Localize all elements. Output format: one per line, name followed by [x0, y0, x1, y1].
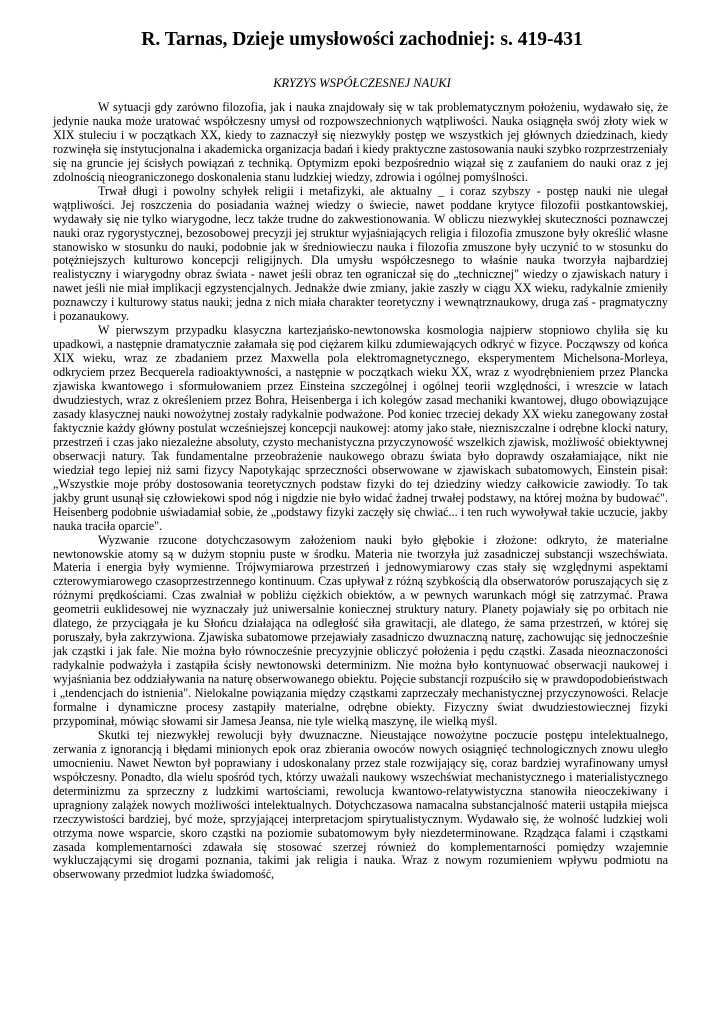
- body-text: [53, 101, 668, 882]
- document-title: R. Tarnas, Dzieje umysłowości zachodniej: s. 419-431: [141, 29, 583, 50]
- paragraph-1: W sytuacji gdy zarówno filozofia, jak i nauka znajdowały się w tak problematycznym położeniu, wydawało się, że jedynie nauka może uratować współczesny umysł od rozpowszechnionych wątpliwości. Nauka osiągnęła swój złoty wiek w XIX stuleciu i w początkach XX, kiedy to zaznaczył się niezwykły postęp we wszystkich jej głównych dziedzinach, kiedy rozwinęła się instytucjonalna i akademicka organizacja badań i kiedy praktyczne zastosowania nauki szybko rozprzestrzeniały się na gruncie jej ścisłych powiązań z techniką. Optymizm epoki bezpośrednio wiązał się z zaufaniem do nauki oraz z jej zdolnością nieograniczonego doskonalenia stanu ludzkiej wiedzy, zdrowia i ogólnej pomyślności.: [53, 100, 668, 184]
- paragraph-3: W pierwszym przypadku klasyczna kartezjańsko-newtonowska kosmologia najpierw stopniowo chyliła się ku upadkowi, a następnie dramatycznie załamała się pod ciężarem kilku zdumiewających odkryć w fizyce. Począwszy od końca XIX wieku, wraz ze zbadaniem przez Maxwella pola elektromagnetycznego, eksperymentem Michelsona-Morleya, odkryciem przez Becquerela radioaktywności, a następnie w początkach wieku XX, wraz z wyodrębnieniem przez Plancka zjawiska kwantowego i sformułowaniem przez Einsteina szczególnej i ogólnej teorii względności, i wreszcie w latach dwudziestych, wraz z określeniem przez Bohra, Heisenberga i ich kolegów zasad mechaniki kwantowej, długo obowiązujące zasady klasycznej nauki nowożytnej zostały radykalnie podważone. Pod koniec trzeciej dekady XX wieku zanegowany został faktycznie każdy główny postulat wcześniejszej koncepcji naukowej: atomy jako stałe, niezniszczalne i odrębne klocki natury, przestrzeń i czas jako niezależne absoluty, czysto mechanistyczna przyczynowość wszelkich zjawisk, możliwość obiektywnej obserwacji natury. Tak fundamentalne przeobrażenie naukowego obrazu świata było doprawdy oszałamiające, nikt nie wiedział tego lepiej niż sami fizycy Napotykając sprzeczności obserwowane w zjawiskach subatomowych, Einstein pisał: „Wszystkie moje próby dostosowania teoretycznych podstaw fizyki do tej dziedziny wiedzy całkowicie zawiodły. To tak jakby grunt usunął się człowiekowi spod nóg i nigdzie nie było widać żadnej trwałej podstawy, na której można by budować". Heisenberg podobnie uświadamiał sobie, że „podstawy fizyki zaczęły się chwiać... i ten ruch wywoływał takie uczucie, jakby nauka traciła oparcie".: [53, 323, 668, 533]
- section-heading: KRYZYS WSPÓŁCZESNEJ NAUKI: [273, 76, 451, 90]
- paragraph-5: Skutki tej niezwykłej rewolucji były dwuznaczne. Nieustające nowożytne poczucie postępu intelektualnego, zerwania z ignorancją i błędami minionych epok oraz zbierania owoców nowych osiągnięć technologicznych znowu uległo umocnieniu. Nawet Newton był poprawiany i udoskonalany przez stale rozwijający się, coraz bardziej wyrafinowany umysł współczesny. Ponadto, dla wielu spośród tych, którzy uważali naukowy wszechświat mechanistycznego i materialistycznego determinizmu za sprzeczny z ludzkimi wartościami, rewolucja kwantowo-relatywistyczna stanowiła nieoczekiwany i upragniony zalążek nowych możliwości intelektualnych. Dotychczasowa namacalna substancjalność materii ustąpiła miejsca rzeczywistości bardziej, być może, sprzyjającej interpretacjom spirytualistycznym. Wydawało się, że wolność ludzkiej woli otrzyma nowe wsparcie, skoro cząstki na poziomie subatomowym były niezdeterminowane. Rządząca falami i cząstkami zasada komplementarności zdawała się stosować szerzej również do komplementarności pomiędzy wzajemnie wykluczającymi się drogami poznania, takimi jak religia i nauka. Wraz z nowym rozumieniem wpływu podmiotu na obserwowany przedmiot ludzka świadomość,: [53, 727, 668, 882]
- paragraph-4: Wyzwanie rzucone dotychczasowym założeniom nauki było głębokie i złożone: odkryto, że materialne newtonowskie atomy są w dużym stopniu puste w środku. Materia nie tworzyła już zasadniczej substancji wszechświata. Materia i energia były wymienne. Trójwymiarowa przestrzeń i jednowymiarowy czas stały się względnymi aspektami czterowymiarowego czasoprzestrzennego kontinuum. Czas upływał z różną szybkością dla obserwatorów poruszających się z różnymi prędkościami. Czas zwalniał w pobliżu ciężkich obiektów, a w pewnych warunkach mógł się zatrzymać. Prawa geometrii euklidesowej nie wyznaczały już uniwersalnie koniecznej struktury natury. Planety pojawiały się po orbitach nie dlatego, że przyciągała je ku Słońcu działająca na odległość siła grawitacji, ale dlatego, że sama przestrzeń, w której się poruszały, była zakrzywiona. Zjawiska subatomowe przejawiały zasadniczo dwuznaczną naturę, zachowując się jednocześnie jak cząstki i jak fale. Nie można było równocześnie precyzyjnie obliczyć położenia i pędu cząstki. Zasada nieoznaczoności radykalnie podważyła i zastąpiła ścisły newtonowski determinizm. Nie można było kontynuować obserwacji naukowej i wyjaśniania bez oddziaływania na naturę obserwowanego obiektu. Pojęcie substancji rozpuściło się w prawdopodobieństwach i „tendencjach do istnienia". Nielokalne powiązania między cząstkami zaprzeczały mechanistycznej przyczynowości. Relacje formalne i dynamiczne procesy zastąpiły materialne, odrębne obiekty. Fizyczny świat dwudziestowiecznej fizyki przypominał, mówiąc słowami sir Jamesa Jeansa, nie tyle wielką maszynę, ile wielką myśl.: [53, 532, 668, 728]
- paragraph-2: Trwał długi i powolny schyłek religii i metafizyki, ale aktualny _ i coraz szybszy - postęp nauki nie ulegał wątpliwości. Jej roszczenia do posiadania ważnej wiedzy o świecie, nawet poddane krytyce filozofii postkantowskiej, wydawały się nie tylko wiarygodne, lecz także trudne do zakwestionowania. W obliczu niezwykłej skuteczności poznawczej nauki oraz rygorystycznej, bezosobowej precyzji jej struktur wyjaśniających religia i filozofia zmuszone były określić własne stanowisko w stosunku do nauki, podobnie jak w średniowieczu nauka i filozofia zmuszone były uczynić to w stosunku do potężniejszych kulturowo koncepcji religijnych. Dla umysłu współczesnego to właśnie nauka tworzyła najbardziej realistyczny i wiarygodny obraz świata - nawet jeśli obraz ten ograniczał się do „technicznej" wiedzy o zjawiskach natury i nawet jeśli nie miał implikacji egzystencjalnych. Jednakże dwie zmiany, jakie zaszły w ciągu XX wieku, radykalnie zmieniły poznawczy i kulturowy status nauki; jedna z nich miała charakter teoretyczny i wewnątrznaukowy, druga zaś - pragmatyczny i pozanaukowy.: [53, 183, 668, 324]
